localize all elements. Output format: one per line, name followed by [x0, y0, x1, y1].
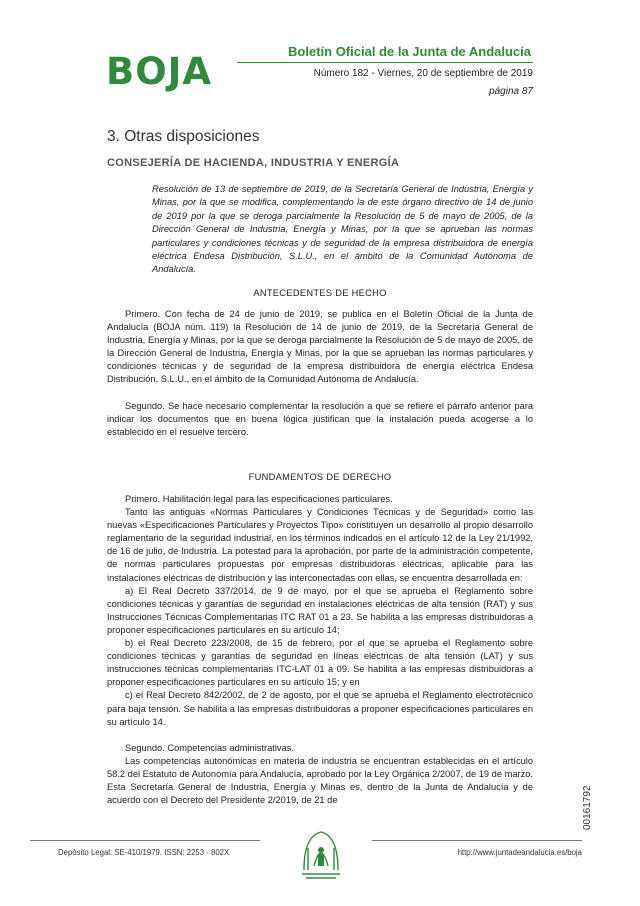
- andalucia-emblem-icon: [298, 826, 344, 886]
- paragraph: Segundo. Se hace necesario complementar la resolución a que se refiere el párrafo anterior para indicar los documentos que en buena lógica justifican que la instalación pueda acogerse a lo establecido en el resuelve tercero.: [107, 400, 533, 437]
- header-divider: [237, 62, 533, 63]
- bulletin-title: Boletín Oficial de la Junta de Andalucía: [288, 44, 531, 59]
- document-code-wrap: [582, 770, 596, 830]
- boja-logo: BOJA: [106, 50, 213, 93]
- footer-divider-right: [372, 840, 582, 841]
- antecedentes-body: [107, 308, 533, 439]
- paragraph: b) el Real Decreto 223/2008, de 15 de febrero, por el que se aprueba el Reglamento sobre condiciones técnicas y garantías de seguridad en líneas eléctricas de alta tensión (LAT) y sus instrucciones técnicas complementarias ITC-LAT 01 a 09. Se habilita a las empresas distribuidoras a proponer especificaciones particulares en su artículo 15; y en: [107, 638, 533, 688]
- antecedentes-heading: ANTECEDENTES DE HECHO: [253, 288, 387, 298]
- paragraph: Primero. Con fecha de 24 de junio de 2019, se publica en el Boletín Oficial de la Junta de Andalucía (BOJA núm. 119) la Resolución de 14 de junio de 2019, de la Secretaría General de Industria, Energía y Minas, por la que se deroga parcialmente la Resolución de 5 de mayo de 2005, de la Dirección General de Industria, Energía y Minas, por la que se aprueban las normas particulares y condiciones técnicas y de seguridad de la empresa distribuidora de energía eléctrica Endesa Distribución, S.L.U., en el ámbito de la Comunidad Autónoma de Andalucía.: [107, 309, 533, 385]
- document-code: 00161792: [582, 785, 593, 830]
- issue-info: Número 182 - Viernes, 20 de septiembre de 2019: [313, 68, 533, 79]
- paragraph: c) el Real Decreto 842/2002, de 2 de agosto, por el que se aprueba el Reglamento electrotécnico para baja tensión. Se habilita a las empresas distribuidoras a proponer especificaciones particulares en su artículo 14.: [107, 690, 533, 727]
- page-number: página 87: [489, 86, 533, 97]
- footer-divider-left: [30, 840, 260, 841]
- legal-deposit: Depósito Legal: SE-410/1979. ISSN: 2253 - 802X: [58, 848, 230, 857]
- paragraph: Primero. Habilitación legal para las especificaciones particulares.: [125, 494, 393, 504]
- resolution-summary: Resolución de 13 de septiembre de 2019, de la Secretaría General de Industria, Energía y Minas, por la que se modifica, complementando la de este órgano directivo de 14 de junio de 2019 por la que se deroga parcialmente la Resolución de 5 de mayo de 2005, de la Dirección General de Industria, Energía y Minas, por la que se aprueban las normas particulares y condiciones técnicas y de seguridad de la empresa distribuidora de energía eléctrica Endesa Distribución, S.L.U., en el ámbito de la Comunidad Autónoma de Andalucía.: [152, 184, 533, 275]
- paragraph: Las competencias autonómicas en materia de industria se encuentran establecidas en el artículo 58.2 del Estatuto de Autonomía para Andalucía, aprobado por la Ley Orgánica 2/2007, de 19 de marzo. Esta Secretaría General de Industria, Energía y Minas es, dentro de la Junta de Andalucía y de acuerdo con el Decreto del Presidente 2/2019, de 21 de: [107, 755, 533, 806]
- paragraph: a) El Real Decreto 337/2014, de 9 de mayo, por el que se aprueba el Reglamento sobre condiciones técnicas y garantías de seguridad en instalaciones eléctricas de alta tensión (RAT) y sus Instrucciones Técnicas Complementarias ITC RAT 01 a 23. Se habilita a las empresas distribuidoras a proponer especificaciones particulares en su artículo 14;: [107, 585, 533, 635]
- fundamentos-body: [107, 493, 533, 807]
- section-title: 3. Otras disposiciones: [107, 128, 260, 145]
- fundamentos-heading: FUNDAMENTOS DE DERECHO: [248, 472, 392, 482]
- department-heading: CONSEJERÍA DE HACIENDA, INDUSTRIA Y ENERGÍA: [107, 157, 400, 169]
- paragraph: Segundo. Competencias administrativas.: [125, 742, 294, 753]
- footer-url[interactable]: http://www.juntadeandalucia.es/boja: [457, 848, 582, 857]
- paragraph: Tanto las antiguas «Normas Particulares y Condiciones Técnicas y de Seguridad» como las nuevas «Especificaciones Particulares y Proyectos Tipo» constituyen un desarrollo al propio desarrollo reglamentario de la seguridad industrial, en los términos indicados en el artículo 12 de la Ley 21/1992, de 16 de julio, de Industria. La potestad para la aprobación, por parte de la administración competente, de normas particulares propuestas por empresas distribuidoras eléctricas, aplicable para las instalaciones eléctricas de distribución y las interconectadas con ellas, se encuentra desarrollada en:: [107, 507, 533, 583]
